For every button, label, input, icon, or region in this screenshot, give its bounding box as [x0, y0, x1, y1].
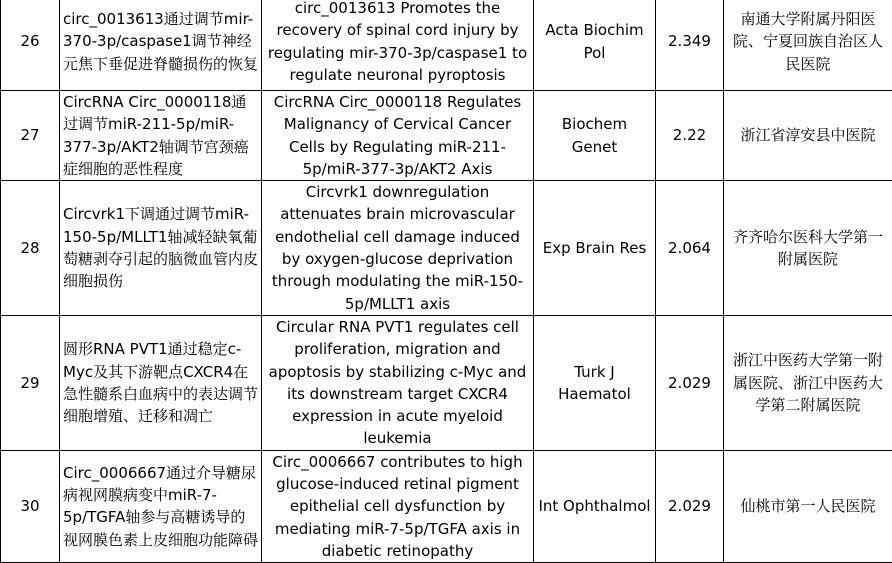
journal: Biochem Genet [534, 91, 656, 181]
table-row [1, 91, 892, 181]
impact-factor: 2.029 [656, 450, 724, 562]
impact-factor: 2.029 [656, 315, 724, 450]
impact-factor: 2.349 [656, 0, 724, 91]
chinese-title: 圆形RNA PVT1通过稳定c-Myc及其下游靶点CXCR4在急性髓系白血病中的表达调节细胞增殖、迁移和凋亡 [60, 315, 262, 450]
table-row [1, 181, 892, 316]
impact-factor: 2.064 [656, 181, 724, 316]
chinese-title: circ_0013613通过调节mir-370-3p/caspase1调节神经元焦下垂促进脊髓损伤的恢复 [60, 0, 262, 91]
english-title: Circ_0006667 contributes to high glucose-induced retinal pigment epithelial cell dysfunction by mediating miR-7-5p/TGFA axis in diabetic retinopathy [262, 450, 534, 562]
english-title: Circvrk1 downregulation attenuates brain microvascular endothelial cell damage induced by oxygen-glucose deprivation through modulating the miR-150-5p/MLLT1 axis [262, 181, 534, 316]
table-row [1, 0, 892, 91]
institution: 仙桃市第一人民医院 [724, 450, 892, 562]
table-row [1, 450, 892, 562]
impact-factor: 2.22 [656, 91, 724, 181]
journal: Turk J Haematol [534, 315, 656, 450]
institution: 齐齐哈尔医科大学第一附属医院 [724, 181, 892, 316]
chinese-title: Circ_0006667通过介导糖尿病视网膜病变中miR-7-5p/TGFA轴参与高糖诱导的视网膜色素上皮细胞功能障碍 [60, 450, 262, 562]
english-title: Circular RNA PVT1 regulates cell proliferation, migration and apoptosis by stabilizing c-Myc and its downstream target CXCR4 expression in acute myeloid leukemia [262, 315, 534, 450]
chinese-title: CircRNA Circ_0000118通过调节miR-211-5p/miR-377-3p/AKT2轴调节宫颈癌症细胞的恶性程度 [60, 91, 262, 181]
journal: Int Ophthalmol [534, 450, 656, 562]
row-number: 29 [1, 315, 60, 450]
journal: Exp Brain Res [534, 181, 656, 316]
english-title: circ_0013613 Promotes the recovery of spinal cord injury by regulating mir-370-3p/caspase1 to regulate neuronal pyroptosis [262, 0, 534, 91]
chinese-title: Circvrk1下调通过调节miR-150-5p/MLLT1轴减轻缺氧葡萄糖剥夺引起的脑微血管内皮细胞损伤 [60, 181, 262, 316]
row-number: 27 [1, 91, 60, 181]
english-title: CircRNA Circ_0000118 Regulates Malignancy of Cervical Cancer Cells by Regulating miR-211-5p/miR-377-3p/AKT2 Axis [262, 91, 534, 181]
row-number: 26 [1, 0, 60, 91]
institution: 浙江中医药大学第一附属医院、浙江中医药大学第二附属医院 [724, 315, 892, 450]
institution: 浙江省淳安县中医院 [724, 91, 892, 181]
table-row [1, 315, 892, 450]
journal: Acta Biochim Pol [534, 0, 656, 91]
row-number: 30 [1, 450, 60, 562]
institution: 南通大学附属丹阳医院、宁夏回族自治区人民医院 [724, 0, 892, 91]
row-number: 28 [1, 181, 60, 316]
